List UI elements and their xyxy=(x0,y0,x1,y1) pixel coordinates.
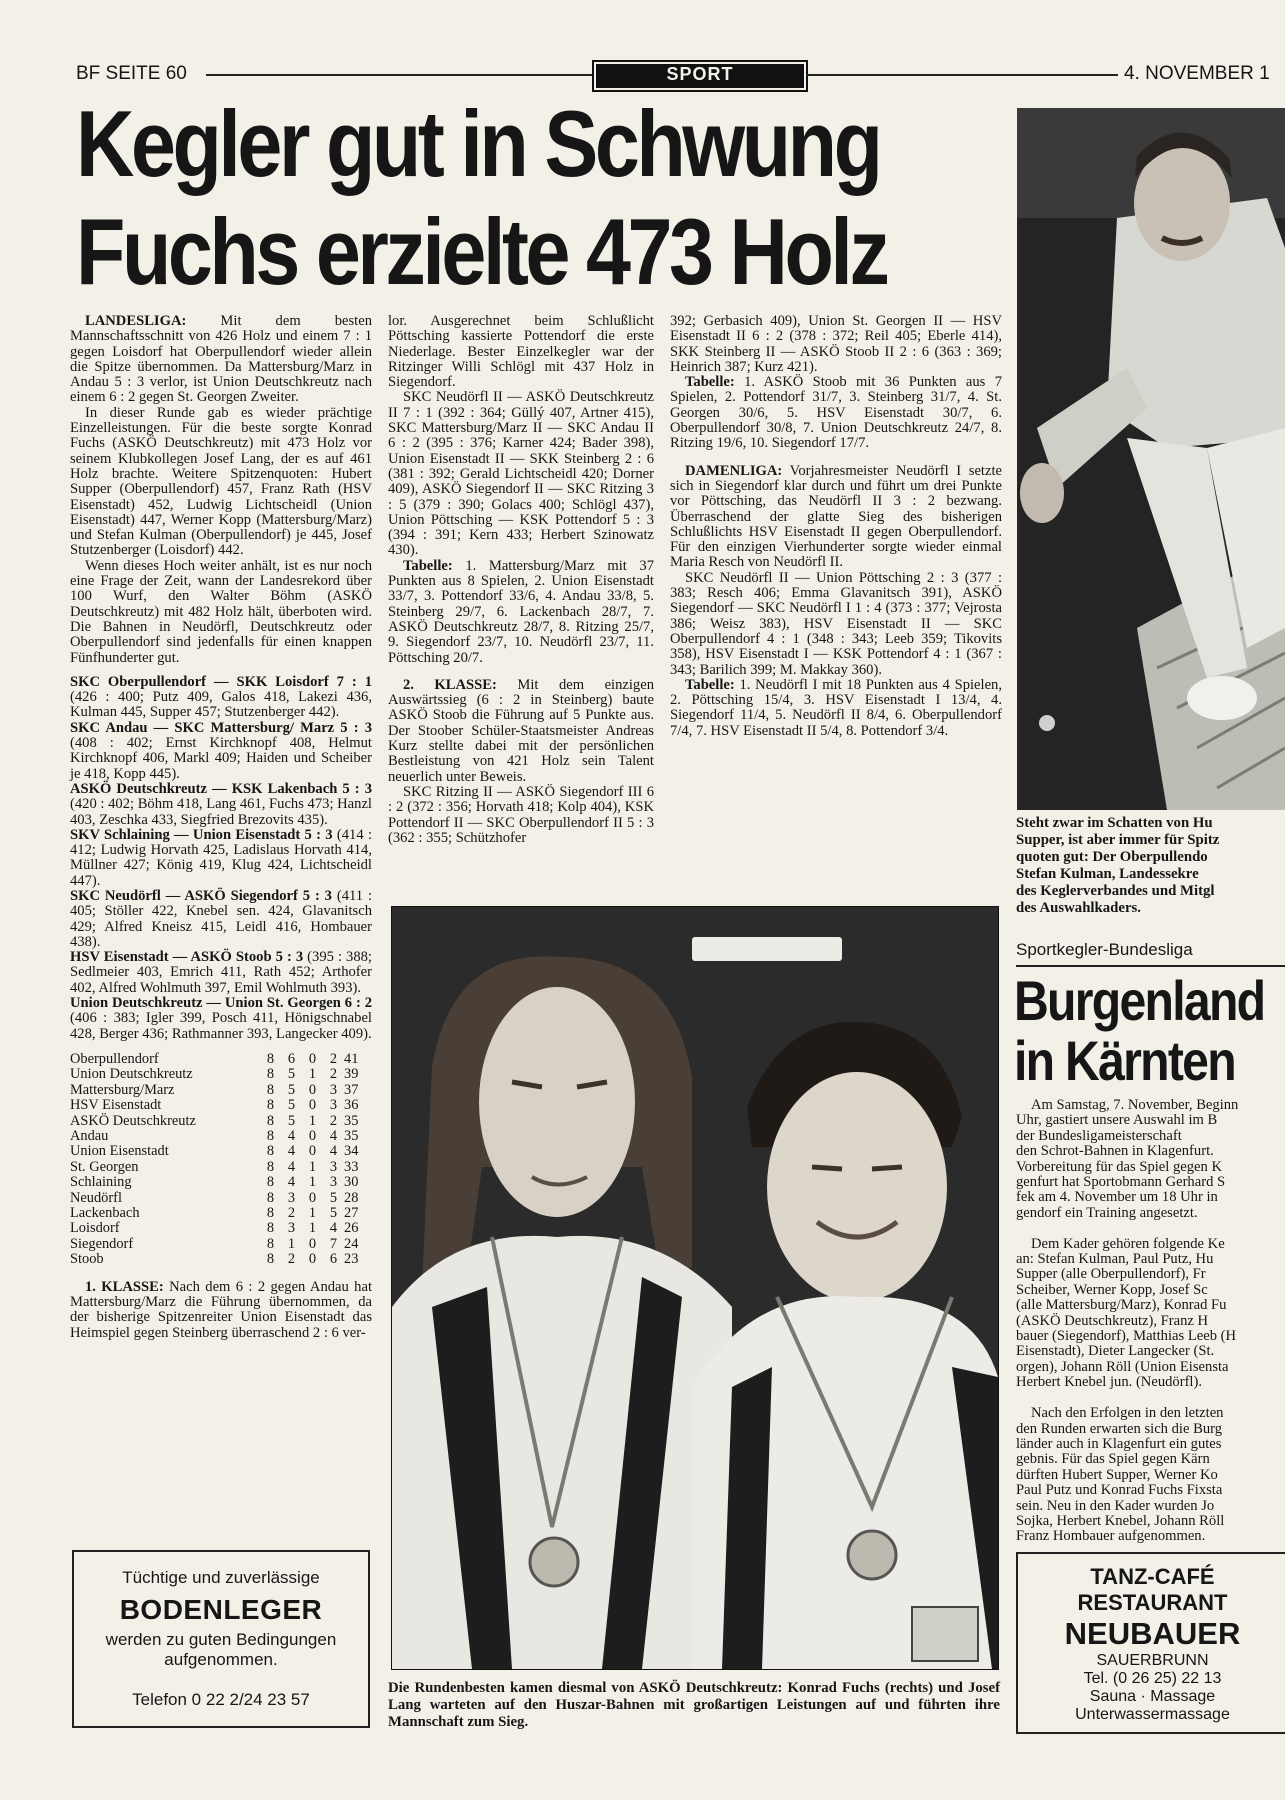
main-photo-caption: Die Rundenbesten kamen diesmal von ASKÖ Deutschkreutz: Konrad Fuchs (rechts) und Josef Lang warteten auf den Huszar-Bahnen mit großartigen Leistungen auf und führten ihre Mannschaft zum Sieg. xyxy=(388,1680,1000,1730)
standings-p-value: 30 xyxy=(344,1174,359,1191)
standings-l-value: 4 xyxy=(329,1143,338,1160)
standings-row xyxy=(70,1191,370,1206)
standings-w-value: 4 xyxy=(287,1158,296,1175)
standings-w-value: 1 xyxy=(287,1235,296,1252)
ad-line-restaurant: RESTAURANT xyxy=(1077,1590,1228,1615)
standings-row xyxy=(70,1175,370,1190)
standings-row xyxy=(70,1052,370,1067)
standings-l-value: 4 xyxy=(329,1220,338,1237)
standings-row xyxy=(70,1098,370,1113)
standings-team: St. Georgen xyxy=(70,1158,139,1175)
standings-team: Oberpullendorf xyxy=(70,1050,159,1067)
standings-row xyxy=(70,1252,370,1267)
result-7 xyxy=(70,996,372,1042)
sidebar-line: Sojka, Herbert Knebel, Johann Röll xyxy=(1016,1512,1225,1529)
result-match: Union Deutschkreutz — Union St. Georgen 6 : 2 xyxy=(70,995,372,1012)
result-detail: (408 : 402; Ernst Kirchknopf 408, Helmut Kirchknopf 406, Markl 409; Haiden und Scheiber je 418, Kopp 445). xyxy=(70,735,372,782)
standings-w-value: 5 xyxy=(287,1097,296,1114)
headline-line-2: Fuchs erzielte 473 Holz xyxy=(76,199,887,304)
standings-row xyxy=(70,1237,370,1252)
standings-row xyxy=(70,1083,370,1098)
standings-l-value: 2 xyxy=(329,1066,338,1083)
standings-w-value: 5 xyxy=(287,1081,296,1098)
standings-l-value: 3 xyxy=(329,1081,338,1098)
result-match: SKV Schlaining — Union Eisenstadt 5 : 3 xyxy=(70,826,333,843)
standings-team: Mattersburg/Marz xyxy=(70,1081,175,1098)
result-6 xyxy=(70,950,372,996)
standings-p-value: 36 xyxy=(344,1097,359,1114)
standings-d-value: 1 xyxy=(308,1112,317,1129)
two-bowlers-figure xyxy=(392,907,998,1669)
standings-team: Andau xyxy=(70,1127,109,1144)
caption-line: Supper, ist aber immer für Spitz xyxy=(1016,832,1220,848)
sidebar-line: (ASKÖ Deutschkreutz), Franz H xyxy=(1016,1312,1209,1329)
standings-l-value: 5 xyxy=(329,1189,338,1206)
standings-s-value: 8 xyxy=(266,1097,275,1114)
damenliga-results: SKC Neudörfl II — Union Pöttsching 2 : 3 (377 : 383; Resch 406; Emma Glavanitsch 391), ASKÖ Siegendorf — SKC Neudörfl I 1 : 4 (373 : 377; Vejrosta 386; Weisz 383), HSV Eisenstadt II — SKC Oberpullendorf 4 : 1 (348 : 343; Leeb 359; Tikovits 358), HSV Eisenstadt I — KSK Pottendorf 4 : 1 (367 : 343; Barilich 399; M. Makkay 360). xyxy=(670,569,1002,678)
headline-line-1: Kegler gut in Schwung xyxy=(76,91,880,196)
sidebar-line: Scheiber, Werner Kopp, Josef Sc xyxy=(1016,1281,1208,1298)
standings-w-value: 3 xyxy=(287,1189,296,1206)
standings-w-value: 6 xyxy=(287,1050,296,1067)
result-3 xyxy=(70,782,372,828)
section-label: SPORT xyxy=(666,64,734,84)
record-text: Wenn dieses Hoch weiter anhält, ist es nur noch eine Frage der Zeit, wann der Landesrekord über 100 Wurf, den Walter Böhm (ASKÖ Deutschkreutz) mit 482 Holz hält, überboten wird. Die Bahnen in Neudörfl, Deutschkreutz oder Oberpullendorf sind jedenfalls für einen knappen Fünfhunderter gut. xyxy=(70,557,372,666)
caption-line: Stefan Kulman, Landessekre xyxy=(1016,866,1199,882)
standings-d-value: 1 xyxy=(308,1174,317,1191)
standings-s-value: 8 xyxy=(266,1174,275,1191)
klasse1-results: SKC Neudörfl II — ASKÖ Deutschkreutz II 7 : 1 (392 : 364; Güllý 407, Artner 415), SKC Mattersburg/Marz II — SKC Andau II 6 : 2 (395 : 376; Karner 424; Bader 398), Union Eisenstadt II — SKK Steinberg 2 : 6 (381 : 392; Gerald Lichtscheidl 420; Dorner 409), ASKÖ Siegendorf II — SKC Ritzing 3 : 5 (379 : 390; Golacs 400; Schlögl 437), Union Pöttsching — KSK Pottendorf 5 : 3 (394 : 391; Kern 433; Herbert Szinowatz 430). xyxy=(388,389,654,559)
standings-p-value: 24 xyxy=(344,1235,359,1252)
standings-l-value: 3 xyxy=(329,1174,338,1191)
neubauer-ad xyxy=(1016,1552,1285,1734)
standings-s-value: 8 xyxy=(266,1050,275,1067)
ad-line-underwater: Unterwassermassage xyxy=(1075,1706,1230,1723)
page-number: BF SEITE 60 xyxy=(76,63,187,84)
standings-team: Stoob xyxy=(70,1251,104,1268)
bowler-photo xyxy=(1017,108,1285,810)
standings-row xyxy=(70,1206,370,1221)
standings-d-value: 0 xyxy=(308,1251,317,1268)
standings-row xyxy=(70,1129,370,1144)
standings-p-value: 41 xyxy=(344,1050,359,1067)
sidebar-kicker: Sportkegler-Bundesliga xyxy=(1016,940,1193,959)
sidebar-kicker-rule xyxy=(1016,965,1285,967)
sidebar-line: den Runden erwarten sich die Burg xyxy=(1016,1420,1223,1437)
standings-l-value: 3 xyxy=(329,1097,338,1114)
standings-team: ASKÖ Deutschkreutz xyxy=(70,1112,196,1129)
sidebar-line: an: Stefan Kulman, Paul Putz, Hu xyxy=(1016,1251,1214,1268)
standings-s-value: 8 xyxy=(266,1235,275,1252)
standings-d-value: 0 xyxy=(308,1081,317,1098)
ad-line-conditions: werden zu guten Bedingungen xyxy=(105,1630,337,1649)
standings-l-value: 4 xyxy=(329,1127,338,1144)
standings-w-value: 5 xyxy=(287,1066,296,1083)
standings-l-value: 6 xyxy=(329,1251,338,1268)
sidebar-line: Eisenstadt), Dieter Langecker (St. xyxy=(1016,1343,1215,1360)
standings-d-value: 1 xyxy=(308,1158,317,1175)
standings-row xyxy=(70,1221,370,1236)
ad-line-neubauer: NEUBAUER xyxy=(1064,1616,1241,1651)
sidebar-line: Am Samstag, 7. November, Beginn xyxy=(1031,1098,1239,1113)
standings-d-value: 1 xyxy=(308,1220,317,1237)
standings-d-value: 0 xyxy=(308,1189,317,1206)
standings-p-value: 37 xyxy=(344,1081,359,1098)
page-header xyxy=(0,60,1285,90)
standings-d-value: 0 xyxy=(308,1097,317,1114)
result-match: SKC Oberpullendorf — SKK Loisdorf 7 : 1 xyxy=(70,673,372,690)
standings-p-value: 35 xyxy=(344,1127,359,1144)
issue-date: 4. NOVEMBER 1 xyxy=(1124,63,1270,84)
standings-l-value: 7 xyxy=(329,1235,338,1252)
sidebar-line xyxy=(1016,1391,1285,1406)
klasse1-text: Nach dem 6 : 2 gegen Andau hat Mattersburg/Marz die Führung übernommen, da der bisherige Spitzenreiter Union Eisenstadt das Heimspiel gegen Steinberg überraschend 2 : 6 ver- xyxy=(70,1278,373,1341)
standings-s-value: 8 xyxy=(266,1158,275,1175)
sidebar-line: (alle Mattersburg/Marz), Konrad Fu xyxy=(1016,1297,1227,1314)
standings-s-value: 8 xyxy=(266,1205,275,1222)
sidebar-line: Franz Hombauer aufgenommen. xyxy=(1016,1528,1206,1545)
standings-row xyxy=(70,1160,370,1175)
klasse1-continued: lor. Ausgerechnet beim Schlußlicht Pöttsching kassierte Pottendorf die erste Niederlage. Bester Einzelkegler war der Ritzinger Willi Schlögl mit 437 Holz in Siegendorf. xyxy=(388,313,654,391)
standings-s-value: 8 xyxy=(266,1081,275,1098)
standings-l-value: 5 xyxy=(329,1205,338,1222)
sidebar-line: bauer (Siegendorf), Matthias Leeb (H xyxy=(1016,1328,1237,1345)
sidebar-text xyxy=(1016,1098,1285,1545)
caption-line: Steht zwar im Schatten von Hu xyxy=(1016,815,1213,831)
result-detail: (414 : 412; Ludwig Horvath 425, Ladislaus Horvath 414, Müllner 427; König 419, Klug 424, Lichtscheidl 447). xyxy=(70,826,372,889)
table-lead: Tabelle: xyxy=(403,557,453,574)
standings-s-value: 8 xyxy=(266,1066,275,1083)
standings-team: Neudörfl xyxy=(70,1189,122,1206)
ad-line-phone: Tel. (0 26 25) 22 13 xyxy=(1083,1670,1222,1687)
standings-w-value: 4 xyxy=(287,1143,296,1160)
bodenleger-ad xyxy=(72,1550,370,1728)
standings-d-value: 0 xyxy=(308,1050,317,1067)
standings-d-value: 1 xyxy=(308,1205,317,1222)
caption-line: des Keglerverbandes und Mitgl xyxy=(1016,883,1215,899)
standings-p-value: 26 xyxy=(344,1220,359,1237)
standings-d-value: 0 xyxy=(308,1143,317,1160)
landesliga-lead: LANDESLIGA: xyxy=(85,313,187,329)
standings-w-value: 3 xyxy=(287,1220,296,1237)
standings-row xyxy=(70,1144,370,1159)
sidebar-line: Nach den Erfolgen in den letzten xyxy=(1031,1405,1224,1422)
standings-team: Schlaining xyxy=(70,1174,132,1191)
standings-w-value: 4 xyxy=(287,1174,296,1191)
standings-l-value: 2 xyxy=(329,1112,338,1129)
standings-p-value: 28 xyxy=(344,1189,359,1206)
standings-p-value: 35 xyxy=(344,1112,359,1129)
sidebar-line: Dem Kader gehören folgende Ke xyxy=(1031,1235,1225,1252)
standings-s-value: 8 xyxy=(266,1143,275,1160)
standings-team: Siegendorf xyxy=(70,1235,134,1252)
result-detail: (411 : 405; Stöller 422, Knebel sen. 424, Glavanitsch 429; Alfred Kneisz 415, Leidl 416, Hombauer 438). xyxy=(70,887,373,950)
sidebar-line: Supper (alle Oberpullendorf), Fr xyxy=(1016,1266,1206,1283)
klasse2-continued: 392; Gerbasich 409), Union St. Georgen II — HSV Eisenstadt II 6 : 2 (378 : 372; Reil 405; Eberle 414), SKK Steinberg II — ASKÖ Stoob II 2 : 6 (363 : 369; Heinrich 387; Kurz 421). xyxy=(670,313,1002,375)
sidebar-line: Herbert Knebel jun. (Neudörfl). xyxy=(1016,1374,1202,1391)
standings-s-value: 8 xyxy=(266,1220,275,1237)
standings-w-value: 4 xyxy=(287,1127,296,1144)
standings-p-value: 27 xyxy=(344,1205,359,1222)
result-4 xyxy=(70,828,372,889)
standings-s-value: 8 xyxy=(266,1189,275,1206)
standings-s-value: 8 xyxy=(266,1127,275,1144)
standings-s-value: 8 xyxy=(266,1251,275,1268)
standings-team: Union Deutschkreutz xyxy=(70,1066,193,1083)
sidebar-line: Vorbereitung für das Spiel gegen K xyxy=(1016,1158,1223,1175)
sidebar-line: fek am 4. November um 18 Uhr in xyxy=(1016,1189,1218,1206)
sidebar-line: der Bundesligameisterschaft xyxy=(1016,1127,1182,1144)
table-lead: Tabelle: xyxy=(685,676,735,693)
article-column-1 xyxy=(70,314,372,1341)
damenliga-table-text: 1. Neudörfl I mit 18 Punkten aus 4 Spielen, 2. Pöttsching 15/4, 3. HSV Eisenstadt I 13/4, 4. Siegendorf 11/4, 5. Neudörfl II 8/4, 6. Oberpullendorf 7/4, 7. HSV Eisenstadt II 5/4, 8. Pottendorf 3/4. xyxy=(670,676,1002,739)
sidebar-line: Uhr, gastiert unsere Auswahl im B xyxy=(1016,1112,1218,1129)
standings-w-value: 2 xyxy=(287,1205,296,1222)
main-photo xyxy=(391,906,999,1670)
caption-line: des Auswahlkaders. xyxy=(1016,900,1141,916)
klasse1-table-text: 1. Mattersburg/Marz mit 37 Punkten aus 8 Spielen, 2. Union Eisenstadt 33/7, 3. Pottendorf 33/6, 4. Andau 33/8, 5. Steinberg 29/7, 6. Lackenbach 28/7, 7. ASKÖ Deutschkreutz 28/7, 8. Ritzing 25/7, 9. Siegendorf 23/7, 10. Neudörfl 23/7, 11. Pöttsching 20/7. xyxy=(388,557,654,666)
sidebar-line xyxy=(1016,1221,1285,1236)
klasse2-text: Mit dem einzigen Auswärtssieg (6 : 2 in Steinberg) baute ASKÖ Stoob die Führung auf 5 Punkte aus. Der Stoober Schüler-Staatsmeister Andreas Kurz stellte dabei mit der persönlichen Bestleistung von 421 Holz sein Talent neuerlich unter Beweis. xyxy=(388,676,654,785)
landesliga-text: Mit dem besten Mannschaftsschnitt von 426 Holz und einem 7 : 1 gegen Loisdorf hat Oberpullendorf wieder allein die Spitze übernommen. Da Mattersburg/Marz in Andau 5 : 3 verlor, ist Union Deutschkreutz nach einem 6 : 2 gegen St. Georgen Zweiter. xyxy=(70,313,372,406)
bowler-caption xyxy=(1016,815,1285,917)
sidebar-headline-1: Burgenland xyxy=(1014,969,1265,1032)
standings-l-value: 2 xyxy=(329,1050,338,1067)
sidebar-line: genfurt hat Sportobmann Gerhard S xyxy=(1016,1174,1226,1191)
standings-team: Lackenbach xyxy=(70,1205,140,1222)
individual-performances-text: In dieser Runde gab es wieder prächtige Einzelleistungen. Für die beste sorgte Konrad Fuchs (ASKÖ Deutschkreutz) mit 473 Holz vor seinem Klubkollegen Josef Lang, der es auf 461 Holz brachte. Weitere Spitzenquoten: Hubert Supper (Oberpullendorf) 457, Franz Rath (HSV Eisenstadt) 452, Ludwig Lichtscheidl (Union Eisenstadt) 447, Werner Kopp (Mattersburg/Marz) und Stefan Kulman (Oberpullendorf) je 445, Josef Stutzenberger (Loisdorf) 442. xyxy=(70,404,372,559)
standings-w-value: 2 xyxy=(287,1251,296,1268)
standings-p-value: 39 xyxy=(344,1066,359,1083)
result-5 xyxy=(70,889,372,950)
standings-l-value: 3 xyxy=(329,1158,338,1175)
sidebar-line: orgen), Johann Röll (Union Eisensta xyxy=(1016,1358,1229,1375)
standings-team: Union Eisenstadt xyxy=(70,1143,169,1160)
standings-team: HSV Eisenstadt xyxy=(70,1097,162,1114)
sidebar-headline-2: in Kärnten xyxy=(1014,1029,1235,1092)
result-detail: (395 : 388; Sedlmeier 403, Emrich 411, Rath 452; Arthofer 402, Alfred Wohlmuth 397, Emil Wohlmuth 393). xyxy=(70,949,372,996)
sidebar-line: sein. Neu in den Kader wurden Jo xyxy=(1016,1497,1215,1514)
sidebar-line: dürften Hubert Supper, Werner Ko xyxy=(1016,1466,1218,1483)
caption-line: quoten gut: Der Oberpullendo xyxy=(1016,849,1208,865)
result-match: SKC Andau — SKC Mattersburg/ Marz 5 : 3 xyxy=(70,719,372,736)
standings-row xyxy=(70,1114,370,1129)
klasse2-results: SKC Ritzing II — ASKÖ Siegendorf III 6 : 2 (372 : 356; Horvath 418; Kolp 404), KSK Pottendorf II — SKC Oberpullendorf II 5 : 3 (362 : 355; Schützhofer xyxy=(388,783,654,846)
ad-line-hired: aufgenommen. xyxy=(164,1650,278,1669)
result-match: HSV Eisenstadt — ASKÖ Stoob 5 : 3 xyxy=(70,949,304,966)
standings-d-value: 0 xyxy=(308,1127,317,1144)
sidebar-line: länder auch in Klagenfurt ein gutes xyxy=(1016,1435,1222,1452)
standings-s-value: 8 xyxy=(266,1112,275,1129)
standings-d-value: 1 xyxy=(308,1066,317,1083)
result-detail: (406 : 383; Igler 399, Posch 411, Hönigschnabel 428, Berger 436; Rathmanner 393, Langecker 409). xyxy=(70,1010,372,1042)
ad-line-intro: Tüchtige und zuverlässige xyxy=(122,1568,320,1587)
result-match: SKC Neudörfl — ASKÖ Siegendorf 5 : 3 xyxy=(70,887,332,904)
bowler-figure xyxy=(1017,108,1285,810)
table-lead: Tabelle: xyxy=(685,374,735,391)
klasse1-lead: 1. KLASSE: xyxy=(85,1278,164,1295)
header-rule-right xyxy=(806,74,1118,76)
standings-table xyxy=(70,1052,370,1268)
damenliga-lead: DAMENLIGA: xyxy=(685,462,783,479)
sidebar-line: Paul Putz und Konrad Fuchs Fixsta xyxy=(1016,1482,1223,1499)
standings-p-value: 34 xyxy=(344,1143,359,1160)
standings-p-value: 23 xyxy=(344,1251,359,1268)
klasse2-lead: 2. KLASSE: xyxy=(403,676,497,693)
standings-team: Loisdorf xyxy=(70,1220,120,1237)
klasse2-table-text: 1. ASKÖ Stoob mit 36 Punkten aus 7 Spielen, 2. Pottendorf 31/7, 3. Steinberg 31/7, 4. St. Georgen 30/6, 5. HSV Eisenstadt 30/7, 6. Oberpullendorf 30/8, 7. Union Deutschkreutz 24/7, 8. Ritzing 19/6, 10. Siegendorf 17/7. xyxy=(670,374,1002,452)
ad-line-services: Sauna · Massage xyxy=(1089,1688,1216,1705)
standings-p-value: 33 xyxy=(344,1158,359,1175)
standings-w-value: 5 xyxy=(287,1112,296,1129)
standings-row xyxy=(70,1067,370,1082)
result-1 xyxy=(70,675,372,721)
standings-d-value: 0 xyxy=(308,1235,317,1252)
sidebar-line: gebnis. Für das Spiel gegen Kärn xyxy=(1016,1451,1210,1468)
sidebar-line: den Schrot-Bahnen in Klagenfurt. xyxy=(1016,1143,1214,1160)
ad-line-phone: Telefon 0 22 2/24 23 57 xyxy=(132,1690,310,1709)
header-rule-left xyxy=(206,74,592,76)
ad-line-tanzcafe: TANZ-CAFÉ xyxy=(1090,1564,1215,1589)
ad-line-title: BODENLEGER xyxy=(119,1594,323,1625)
article-column-2 xyxy=(388,314,654,846)
result-detail: (426 : 400; Putz 409, Galos 418, Lakezi 436, Kulman 445, Supper 457; Stutzenberger 442). xyxy=(70,689,372,721)
ad-line-town: SAUERBRUNN xyxy=(1096,1652,1209,1669)
sidebar-line: gendorf ein Training angesetzt. xyxy=(1016,1204,1198,1221)
damenliga-text: Vorjahresmeister Neudörfl I setzte sich in Siegendorf klar durch und führt um drei Punkte vor Pöttsching, das Neudörfl II 3 : 2 bezwang. Überraschend der glatte Sieg des bisherigen Schlußlichts HSV Eisenstadt II gegen Oberpullendorf. Für den einzigen Vierhunderter sorgte wieder einmal Maria Resch von Neudörfl II. xyxy=(670,462,1002,571)
article-column-3 xyxy=(670,314,1002,739)
result-detail: (420 : 402; Böhm 418, Lang 461, Fuchs 473; Hanzl 403, Zeschka 433, Siegfried Brezovits 435). xyxy=(70,796,372,828)
result-2 xyxy=(70,721,372,782)
result-match: ASKÖ Deutschkreutz — KSK Lakenbach 5 : 3 xyxy=(70,780,372,797)
